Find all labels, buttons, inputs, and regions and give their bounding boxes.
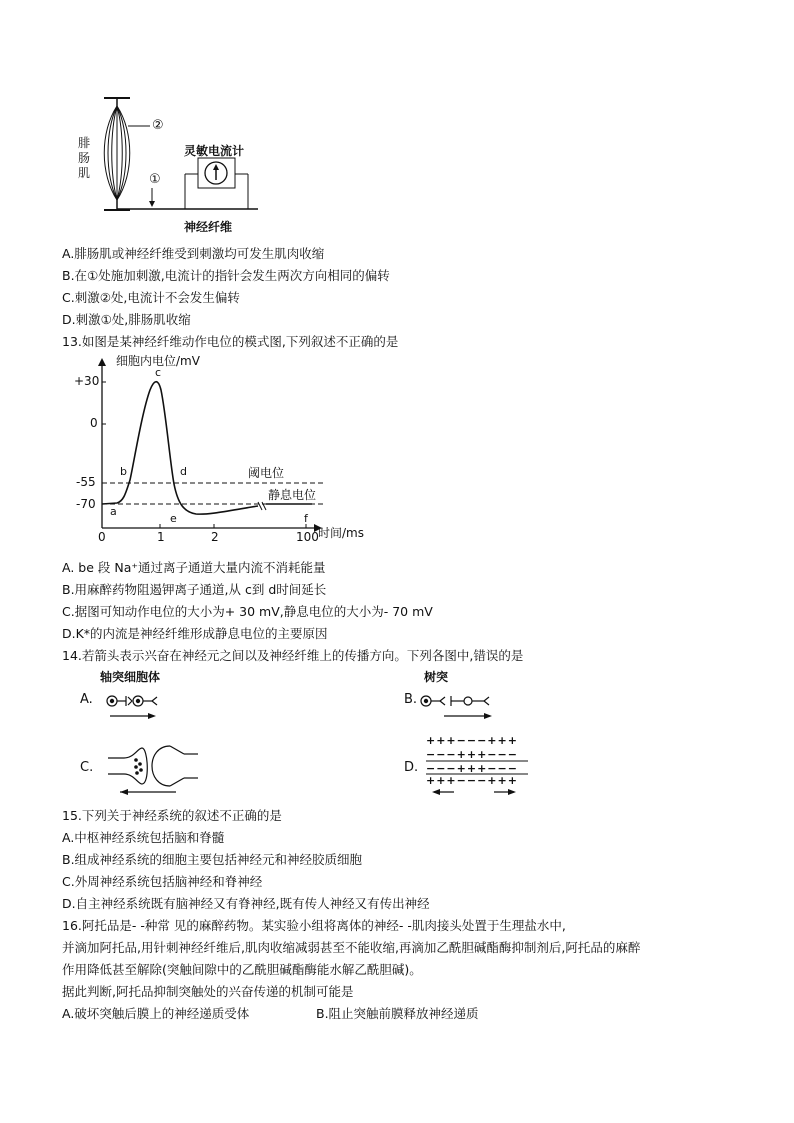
point-c: c <box>155 366 162 379</box>
x-tick-100: 100 <box>296 530 319 544</box>
nerve-label: 神经纤维 <box>184 220 233 234</box>
q14-a-label: A. <box>80 692 93 707</box>
mark-1: ① <box>149 172 161 187</box>
resting-label: 静息电位 <box>268 488 317 502</box>
chart-x-label: 时间/ms <box>318 526 364 540</box>
q12-figure <box>80 92 280 240</box>
point-e: e <box>170 512 177 525</box>
q16-option-b: B.阻止突触前膜释放神经递质 <box>316 1006 479 1021</box>
y-tick-70: -70 <box>76 497 96 511</box>
q12-option-d: D.刺激①处,腓肠肌收缩 <box>62 312 191 327</box>
q16-line-1: 16.阿托品是- -种常 见的麻醉药物。某实验小组将离体的神经- -肌肉接头处置于生理盐水中, <box>62 918 566 933</box>
q14-figure-b <box>404 668 544 724</box>
q12-option-b: B.在①处施加刺激,电流计的指针会发生两次方向相同的偏转 <box>62 268 390 283</box>
y-tick-0: 0 <box>90 416 98 430</box>
point-d: d <box>180 465 187 478</box>
q16-line-2: 并滴加阿托品,用针刺神经纤维后,肌肉收缩减弱甚至不能收缩,再滴加乙酰胆碱酯酶抑制剂后,阿托品的麻醉 <box>62 940 641 955</box>
muscle-shape <box>104 106 130 200</box>
point-b: b <box>120 465 127 478</box>
y-tick-55: -55 <box>76 475 96 489</box>
x-tick-1: 1 <box>157 530 165 544</box>
x-tick-0: 0 <box>98 530 106 544</box>
q14-stem: 14.若箭头表示兴奋在神经元之间以及神经纤维上的传播方向。下列各图中,错误的是 <box>62 648 524 663</box>
q14-b-label: B. <box>404 692 418 707</box>
q14-figure-c <box>80 736 220 796</box>
q14-d-label: D. <box>404 760 419 775</box>
q12-option-c: C.刺激②处,电流计不会发生偏转 <box>62 290 240 305</box>
q14-d-row-3: −−−+++−−− <box>426 762 518 775</box>
q15-stem: 15.下列关于神经系统的叙述不正确的是 <box>62 808 282 823</box>
point-a: a <box>110 505 117 518</box>
q14-d-row-2: −−−+++−−− <box>426 748 518 761</box>
point-f: f <box>304 512 308 525</box>
q13-option-c: C.据图可知动作电位的大小为+ 30 mV,静息电位的大小为- 70 mV <box>62 604 433 619</box>
chart-y-label: 细胞内电位/mV <box>116 354 200 368</box>
threshold-label: 阈电位 <box>248 466 285 480</box>
q14-a-caption: 轴突细胞体 <box>100 670 161 684</box>
q15-option-a: A.中枢神经系统包括脑和脊髓 <box>62 830 225 845</box>
q16-line-3: 作用降低甚至解除(突触间隙中的乙酰胆碱酯酶能水解乙酰胆碱)。 <box>62 962 422 977</box>
q13-stem: 13.如图是某神经纤维动作电位的模式图,下列叙述不正确的是 <box>62 334 399 349</box>
q14-d-row-1: +++−−−+++ <box>426 734 518 747</box>
q14-c-label: C. <box>80 760 94 775</box>
q12-option-a: A.腓肠肌或神经纤维受到刺激均可发生肌肉收缩 <box>62 246 325 261</box>
q13-option-d: D.K*的内流是神经纤维形成静息电位的主要原因 <box>62 626 328 641</box>
q15-option-b: B.组成神经系统的细胞主要包括神经元和神经胶质细胞 <box>62 852 363 867</box>
q13-chart <box>62 352 392 550</box>
q14-figure-a <box>80 668 220 724</box>
q14-d-row-4: +++−−−+++ <box>426 774 518 787</box>
q13-option-b: B.用麻醉药物阻遏钾离子通道,从 c到 d时间延长 <box>62 582 327 597</box>
q15-option-d: D.自主神经系统既有脑神经又有脊神经,既有传人神经又有传出神经 <box>62 896 430 911</box>
x-tick-2: 2 <box>211 530 219 544</box>
q16-option-a: A.破坏突触后膜上的神经递质受体 <box>62 1006 250 1021</box>
q16-line-4: 据此判断,阿托品抑制突触处的兴奋传递的机制可能是 <box>62 984 354 999</box>
muscle-label: 腓肠肌 <box>78 136 91 180</box>
q15-option-c: C.外周神经系统包括脑神经和脊神经 <box>62 874 263 889</box>
q13-option-a: A. be 段 Na⁺通过离子通道大量内流不消耗能量 <box>62 560 326 575</box>
q14-b-caption: 树突 <box>424 670 449 684</box>
q14-figure-d <box>404 734 544 798</box>
mark-2: ② <box>152 118 164 133</box>
y-tick-30: +30 <box>74 374 100 388</box>
meter-label: 灵敏电流计 <box>184 144 245 158</box>
